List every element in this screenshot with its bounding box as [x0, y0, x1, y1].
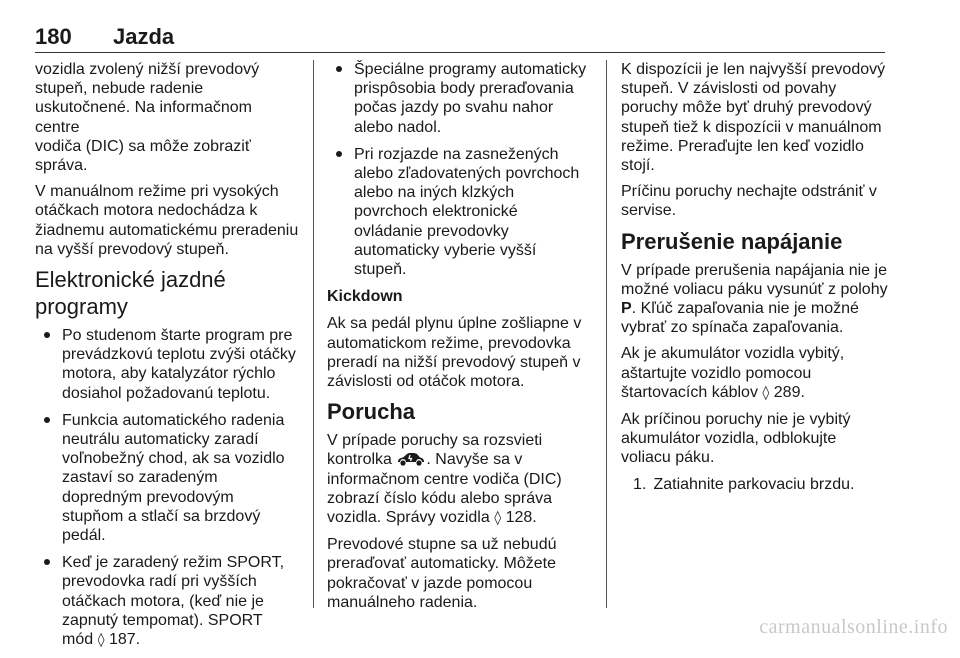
fault-text-a: V prípade poruchy sa rozsvieti kontrolka [327, 432, 543, 469]
watermark: carmanualsonline.info [759, 616, 948, 638]
list-item [35, 411, 300, 545]
fault-text-b: . Navyše sa v informačnom centre vodiča (DIC) zobrazí číslo kódu alebo správa vozidla. Správy vozidla [327, 451, 562, 527]
bullet-icon [336, 66, 342, 72]
page-ref-icon: ◊ [494, 510, 502, 527]
section-heading-electronic-programs: Elektronické jazdné programy [35, 267, 226, 320]
col3-paragraph-1: K dispozícii je len najvyšší prevodový stupeň. V závislosti od povahy poruchy môže byť druhý prevodový stupeň tiež k dispozícii v manuálnom režime. Preraďujte len keď vozidlo stojí. [621, 61, 886, 175]
column-divider-1 [313, 60, 314, 608]
column-3 [621, 60, 889, 501]
section-heading-kickdown: Kickdown [327, 288, 403, 306]
list-item-text: Po studenom štarte program pre prevádzkovú teplotu zvýši otáčky motora, aby katalyzátor rýchlo dosiahol požadovanú teplotu. [62, 327, 296, 402]
page-ref-icon: ◊ [97, 632, 105, 649]
section-heading-power-interruption: Prerušenie napájanie [621, 228, 843, 254]
footer [0, 616, 960, 639]
bullet-icon [44, 332, 50, 338]
col3-paragraph-3 [621, 261, 889, 338]
col1-paragraph-1: vozidla zvolený nižší prevodový stupeň, nebude radenie uskutočnené. Na informačnom centre vodiča (DIC) sa môže zobraziť správa. [35, 61, 260, 175]
col2-bullet-list [327, 60, 595, 279]
col3-paragraph-4 [621, 344, 889, 403]
list-item-text: Pri rozjazde na zasnežených alebo zľadovatených povrchoch alebo na iných klzkých povrchoch elektronické ovládanie prevodovky automaticky vyberie vyšší stupeň. [354, 145, 580, 279]
column-divider-2 [606, 60, 607, 608]
column-1 [35, 60, 300, 658]
fault-paragraph-2: Prevodové stupne sa už nebudú preraďovať automaticky. Môžete pokračovať v jazde pomocou manuálneho radenia. [327, 536, 557, 611]
col3-paragraph-2: Príčinu poruchy nechajte odstrániť v servise. [621, 183, 877, 220]
list-item-text: Funkcia automatického radenia neutrálu automaticky zaradí voľnobežný chod, ak sa vozidlo zastaví so zaradeným dopredným prevodovým stupňom a stlačí sa brzdový pedál. [62, 411, 285, 545]
power-text-b: . Kľúč zapaľovania nie je možné vybrať zo spínača zapaľovania. [621, 300, 859, 337]
transmission-warning-car-icon [396, 451, 426, 467]
gear-position-p: P [621, 300, 632, 318]
fault-paragraph-1 [327, 431, 595, 528]
kickdown-paragraph: Ak sa pedál plynu úplne zošliapne v automatickom režime, prevodovka preradí na nižší prevodový stupeň v závislosti od otáčok motora. [327, 315, 582, 391]
list-number: 1. [633, 475, 647, 493]
column-2 [327, 60, 595, 619]
bullet-icon [336, 151, 342, 157]
section-heading-fault: Porucha [327, 399, 416, 425]
bullet-icon [44, 417, 50, 423]
power-text-a: V prípade prerušenia napájania nie je možné voliacu páku vysunúť z polohy [621, 261, 888, 298]
list-item-text: Zatiahnite parkovaciu brzdu. [653, 475, 855, 493]
bullet-icon [44, 559, 50, 565]
list-item [35, 326, 300, 403]
page-ref-icon: ◊ [762, 384, 770, 401]
list-item-text: Keď je zaradený režim SPORT, prevodovka radí pri vyšších otáčkach motora, (keď nie je zapnutý tempomat). SPORT mód [62, 554, 285, 649]
chapter-title: Jazda [113, 24, 175, 49]
col1-paragraph-2: V manuálnom režime pri vysokých otáčkach motora nedochádza k žiadnemu automatickému preradeniu na vyšší prevodový stupeň. [35, 183, 299, 258]
numbered-list-item [621, 475, 889, 494]
page-ref-link[interactable]: 289. [773, 383, 805, 401]
list-item [327, 145, 595, 279]
list-item-text: Špeciálne programy automaticky prispôsobia body preraďovania počas jazdy po svahu nahor alebo nadol. [354, 61, 587, 136]
col1-bullet-list [35, 326, 300, 650]
page-ref-link[interactable]: 187. [108, 631, 141, 649]
list-item [327, 60, 595, 137]
page-ref-link[interactable]: 128. [505, 509, 537, 527]
page-header [35, 24, 885, 53]
page-number: 180 [35, 24, 72, 49]
col3-paragraph-5: Ak príčinou poruchy nie je vybitý akumulátor vozidla, odblokujte voliacu páku. [621, 411, 851, 467]
battery-text: Ak je akumulátor vozidla vybitý, aštartujte vozidlo pomocou štartovacích káblov [621, 345, 845, 401]
